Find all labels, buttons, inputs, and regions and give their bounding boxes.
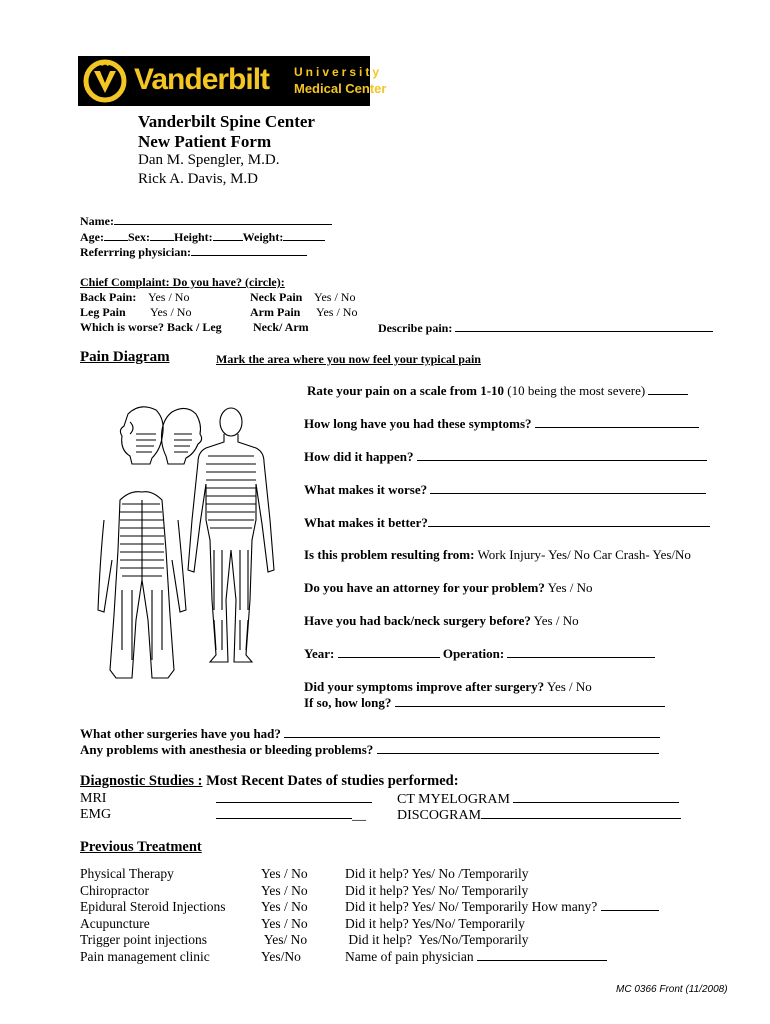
attorney-label: Do you have an attorney for your problem? [304,580,545,595]
treatment-options[interactable]: Yes/ No [261,932,308,948]
how-happen-label: How did it happen? [304,449,414,464]
diagnostic-subheading: Most Recent Dates of studies performed: [202,773,459,789]
injection-count-field[interactable] [601,899,659,911]
treatment-row [80,949,659,966]
describe-pain-label: Describe pain: [378,321,453,335]
chief-complaint-heading: Chief Complaint: Do you have? (circle): [80,275,285,289]
mri-field[interactable] [216,791,372,803]
rate-pain-note: (10 being the most severe) [504,383,646,398]
resulting-row [304,547,691,563]
resulting-options[interactable]: Work Injury- Yes/ No Car Crash- Yes/No [474,547,691,562]
logo-medical-center: Medical Center [294,81,387,96]
treatment-help[interactable]: Did it help? Yes/ No/ Temporarily How many? [345,899,598,915]
pain-diagram-instruction: Mark the area where you now feel your typical pain [216,352,481,366]
how-long-row [304,416,699,432]
attorney-row [304,580,593,596]
weight-field[interactable] [283,229,325,241]
emg-tail: __ [352,808,366,823]
back-pain-label: Back Pain: [80,290,137,304]
head-profile-left [120,407,163,464]
emg-field[interactable] [216,807,352,819]
other-surgeries-label: What other surgeries have you had? [80,726,281,741]
referring-row [80,244,307,260]
how-long-label: How long have you had these symptoms? [304,416,532,431]
operation-label: Operation: [442,646,505,661]
treatment-options[interactable]: Yes/No [261,948,301,964]
logo-wordmark: Vanderbilt [134,63,270,96]
year-label: Year: [304,646,335,661]
form-code-footer: MC 0366 Front (11/2008) [616,984,728,995]
how-long-field[interactable] [535,416,699,428]
rate-pain-field[interactable] [648,383,688,395]
surgery-label: Have you had back/neck surgery before? [304,613,531,628]
discogram-field[interactable] [481,807,681,819]
doctor-name-1: Dan M. Spengler, M.D. [138,152,280,168]
ct-myelogram-field[interactable] [513,791,679,803]
treatment-help-cell [345,949,659,966]
height-label: Height: [174,230,213,244]
leg-pain-options[interactable]: Yes / No [150,305,192,319]
other-surgeries-field[interactable] [284,726,660,738]
back-pain-options[interactable]: Yes / No [148,290,190,304]
worse-field[interactable] [430,482,706,494]
weight-label: Weight: [242,230,284,244]
logo-university: University [294,65,383,79]
treatment-row [80,866,659,883]
diagnostic-heading: Diagnostic Studies : [80,773,203,789]
neck-arm-option[interactable]: Neck/ Arm [253,320,309,334]
treatment-row [80,883,659,900]
how-happen-row [304,449,707,465]
arm-pain-options[interactable]: Yes / No [316,305,358,319]
treatment-table [80,866,659,965]
vitals-row [80,229,325,245]
treatment-options[interactable]: Yes / No [261,882,308,898]
ct-myelogram-row [397,791,679,808]
referring-field[interactable] [191,244,307,256]
treatment-options[interactable]: Yes / No [261,915,308,931]
improve-row [304,679,592,695]
vanderbilt-oak-leaf-icon [82,59,128,103]
describe-pain-field[interactable] [455,320,713,332]
other-surgeries-row [80,726,660,742]
age-label: Age: [80,230,104,244]
diagnostic-heading-row [80,773,459,790]
worse-row [304,482,706,498]
treatment-options[interactable]: Yes / No [261,899,308,915]
resulting-label: Is this problem resulting from: [304,547,475,562]
surgery-options[interactable]: Yes / No [530,613,579,628]
leg-pain-label: Leg Pain [80,305,126,319]
surgery-row [304,613,579,629]
mri-label: MRI [80,791,107,806]
year-operation-row [304,646,655,662]
treatment-help[interactable]: Did it help? Yes/ No /Temporarily [345,866,529,882]
doctor-name-2: Rick A. Davis, M.D [138,171,258,187]
worse-label: What makes it worse? [304,482,428,497]
name-row [80,213,332,229]
treatment-help-cell [345,899,659,916]
treatment-options[interactable]: Yes / No [261,866,308,882]
name-field[interactable] [114,213,332,225]
anesthesia-label: Any problems with anesthesia or bleeding problems? [80,742,374,757]
mri-field-wrap [216,791,372,808]
how-happen-field[interactable] [417,449,707,461]
treatment-row [80,899,659,916]
if-so-label: If so, how long? [304,695,392,710]
emg-label: EMG [80,807,112,822]
treatment-name: Pain management clinic [80,948,210,964]
treatment-name: Epidural Steroid Injections [80,899,226,915]
vanderbilt-logo [78,56,387,106]
treatment-help[interactable]: Did it help? Yes/No/Temporarily [345,932,529,948]
if-so-field[interactable] [395,695,665,707]
treatment-name: Chiropractor [80,882,149,898]
describe-pain-row [378,320,713,336]
sex-field[interactable] [150,229,174,241]
treatment-name: Trigger point injections [80,932,207,948]
if-so-row [304,695,665,711]
better-label: What makes it better? [304,515,428,530]
neck-pain-label: Neck Pain [250,290,303,304]
pain-diagram-heading: Pain Diagram [80,349,170,365]
rate-pain-row [307,383,688,399]
treatment-name: Physical Therapy [80,866,174,882]
head-profile-right [162,408,202,464]
anesthesia-row [80,742,659,758]
improve-label: Did your symptoms improve after surgery? [304,679,545,694]
anesthesia-field[interactable] [377,742,659,754]
improve-options[interactable]: Yes / No [544,679,592,694]
body-diagram[interactable] [90,400,280,685]
treatment-name: Acupuncture [80,915,150,931]
arm-pain-label: Arm Pain [250,305,301,319]
discogram-label: DISCOGRAM [397,808,482,823]
which-worse-label[interactable]: Which is worse? Back / Leg [80,320,222,334]
name-label: Name: [80,214,114,228]
attorney-options[interactable]: Yes / No [544,580,593,595]
year-field[interactable] [338,646,440,658]
referring-label: Referrring physician: [80,245,191,259]
operation-field[interactable] [507,646,655,658]
treatment-help[interactable]: Did it help? Yes/ No/ Temporarily [345,882,529,898]
previous-treatment-heading: Previous Treatment [80,839,202,855]
emg-field-wrap [216,807,366,824]
front-body-figure [188,408,274,662]
treatment-help: Name of pain physician [345,948,474,964]
rate-pain-label: Rate your pain on a scale from 1-10 [307,383,505,398]
discogram-row [397,807,681,824]
form-subtitle: New Patient Form [138,132,272,151]
treatment-row [80,932,659,949]
treatment-row [80,916,659,933]
neck-pain-options[interactable]: Yes / No [314,290,356,304]
form-title: Vanderbilt Spine Center [138,112,315,131]
better-field[interactable] [428,515,710,527]
better-row [304,515,710,531]
pain-physician-field[interactable] [477,949,607,961]
sex-label: Sex: [128,230,150,244]
height-field[interactable] [213,229,243,241]
treatment-help[interactable]: Did it help? Yes/No/ Temporarily [345,915,525,931]
age-field[interactable] [104,229,128,241]
ct-myelogram-label: CT MYELOGRAM [397,792,510,807]
back-body-figure [98,492,186,678]
